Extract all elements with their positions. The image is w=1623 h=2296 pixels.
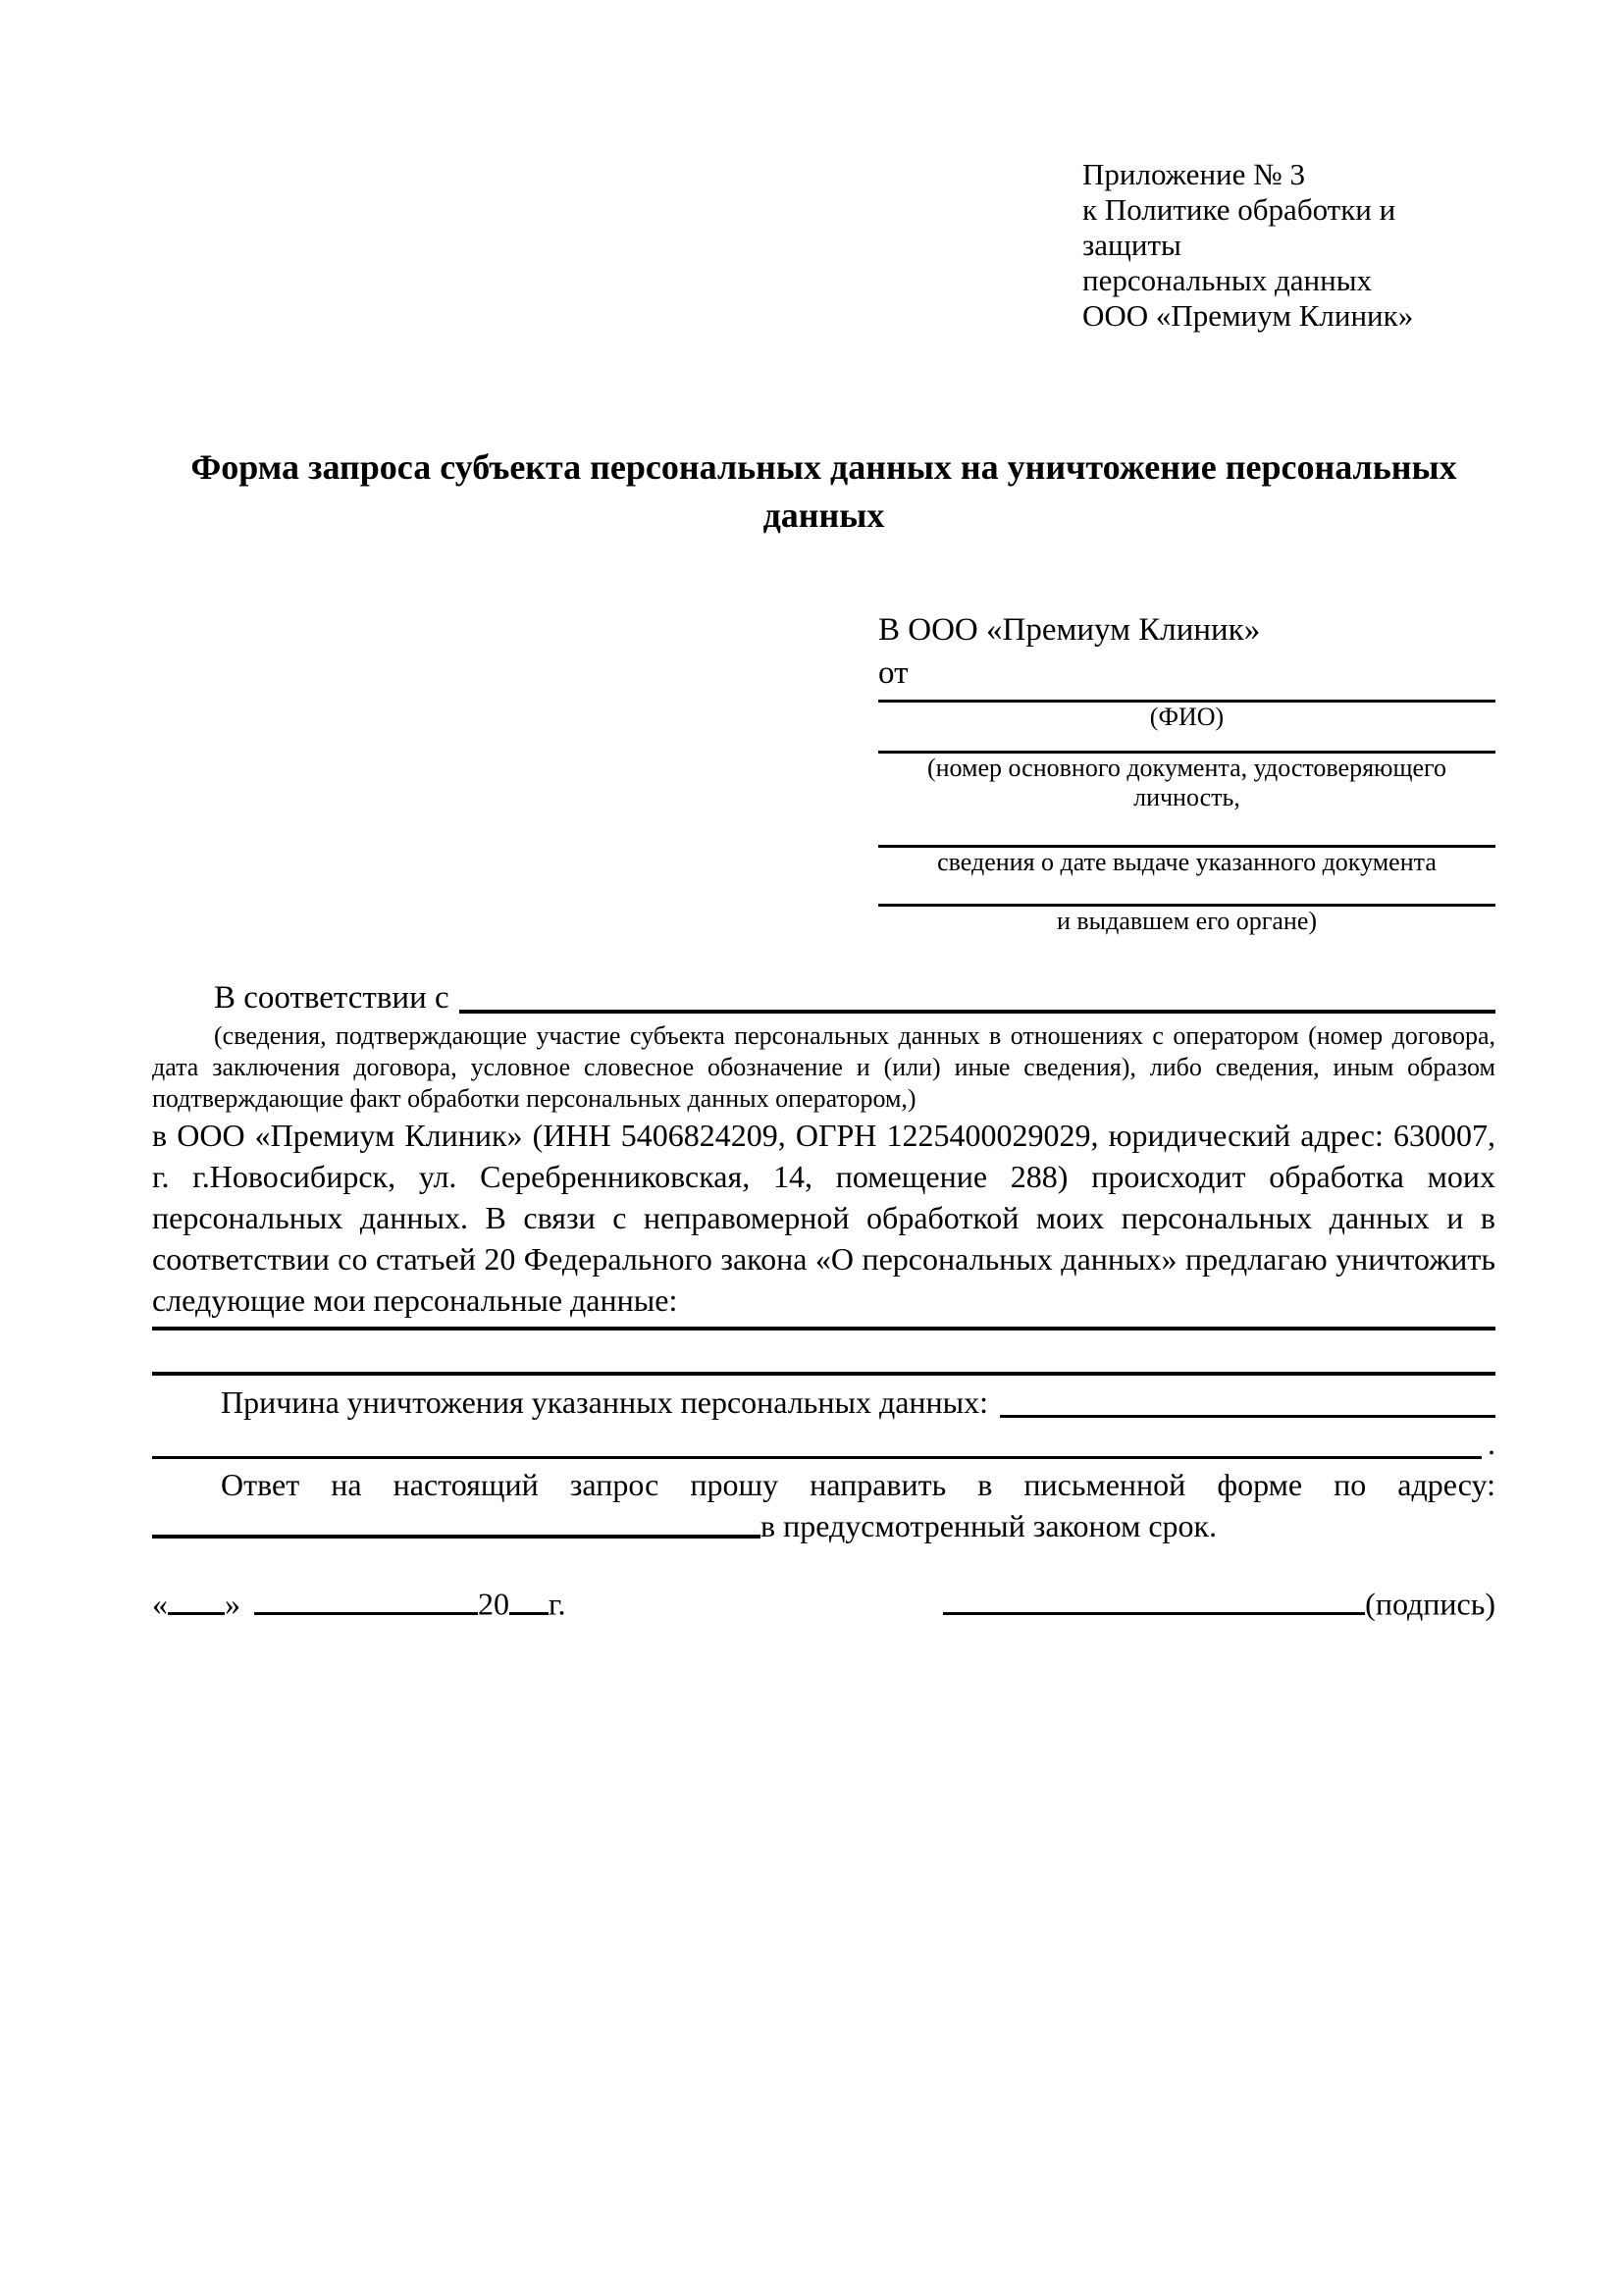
date-quote-open: « — [152, 1586, 168, 1622]
addressee-from: от — [878, 655, 909, 691]
request-paragraph: в ООО «Премиум Клиник» (ИНН 5406824209, ОГРН 1225400029029, юридический адрес: 630007, г. г.Новосибирск, ул. Серебренниковская, 14, помещение 288) происходит обработка моих персональных данных. В связи с неправомерной обработкой моих персональных данных и в соответствии со статьей 20 Федерального закона «О персональных данных» предлагаю уничтожить следующие мои персональные данные: — [152, 1118, 1495, 1318]
appendix-line-2: к Политике обработки и защиты — [1082, 192, 1396, 262]
addressee-block — [878, 608, 1495, 936]
issue-date-field-line[interactable] — [878, 812, 1495, 848]
reason-row — [152, 1382, 1495, 1423]
reason-continuation-row — [152, 1423, 1495, 1464]
reason-label: Причина уничтожения указанных персональных данных: — [221, 1384, 989, 1420]
document-title: Форма запроса субъекта персональных данных на уничтожение персональных данных — [190, 447, 1457, 535]
reply-tail-text: в предусмотренный законом срок. — [760, 1508, 1218, 1543]
appendix-line-1: Приложение № 3 — [1082, 157, 1305, 191]
address-field-line[interactable] — [152, 1505, 760, 1539]
issuing-authority-field-line[interactable] — [878, 877, 1495, 907]
month-field-line[interactable] — [254, 1582, 478, 1615]
issue-date-caption: сведения о дате выдаче указанного документа — [937, 848, 1437, 876]
accordance-lead: В соответствии с — [214, 980, 449, 1016]
reply-address-row — [152, 1505, 1495, 1546]
reason-field-line[interactable] — [1000, 1382, 1495, 1418]
appendix-line-3: персональных данных — [1082, 263, 1373, 297]
reply-paragraph: Ответ на настоящий запрос прошу направить в письменной форме по адресу: — [221, 1467, 1495, 1502]
signature-caption: (подпись) — [1365, 1586, 1495, 1622]
date-quote-close: » — [225, 1586, 240, 1622]
date-signature-row — [152, 1582, 1495, 1625]
accordance-field-line[interactable] — [459, 977, 1495, 1014]
year-prefix: 20 — [478, 1586, 509, 1622]
issuing-authority-caption: и выдавшем его органе) — [1056, 907, 1318, 935]
day-field-line[interactable] — [168, 1582, 225, 1615]
fio-field-line[interactable] — [878, 695, 1495, 703]
year-field-line[interactable] — [509, 1582, 549, 1615]
signature-line — [943, 1582, 1495, 1625]
signature-field-line[interactable] — [943, 1582, 1365, 1615]
reason-field-line-2[interactable] — [152, 1423, 1482, 1459]
appendix-block — [1082, 0, 1495, 334]
fio-caption: (ФИО) — [1149, 703, 1225, 731]
addressee-to: В ООО «Премиум Клиник» — [878, 612, 1261, 648]
appendix-line-4: ООО «Премиум Клиник» — [1082, 298, 1414, 333]
data-to-destroy-line-2[interactable] — [152, 1331, 1495, 1376]
accordance-note: (сведения, подтверждающие участие субъекта персональных данных в отношениях с оператором (номер договора, дата заключения договора, условное словесное обозначение и (или) иные сведения), либо сведения, иным образом подтверждающие факт обработки персональных данных оператором,) — [152, 1021, 1495, 1113]
document-number-caption: (номер основного документа, удостоверяющего личность, — [926, 754, 1447, 811]
year-suffix: г. — [549, 1586, 566, 1622]
data-to-destroy-line-1[interactable] — [152, 1321, 1495, 1331]
date-line — [152, 1582, 566, 1625]
document-number-field-line[interactable] — [878, 732, 1495, 754]
accordance-row — [152, 977, 1495, 1018]
period-text: . — [1488, 1426, 1495, 1461]
